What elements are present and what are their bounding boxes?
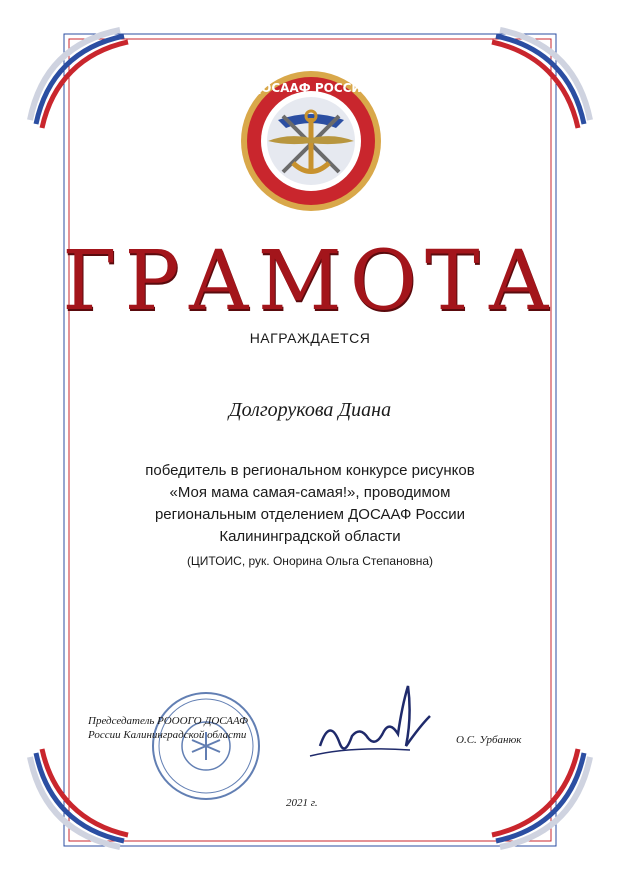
corner-ribbon-top-left [30, 30, 128, 128]
dosaaf-emblem [238, 68, 384, 214]
reason-note: (ЦИТОИС, рук. Онорина Ольга Степановна) [186, 554, 434, 568]
recipient-name: Долгорукова Диана [228, 399, 392, 421]
official-stamp [150, 690, 262, 802]
certificate-year: 2021 г. [286, 797, 318, 809]
awarded-label: НАГРАЖДАЕТСЯ [249, 330, 371, 346]
reason-line: победитель в региональном конкурсе рисунков [145, 462, 475, 479]
handwritten-signature [290, 676, 440, 766]
reason-line: «Моя мама самая-самая!», проводимом [169, 484, 451, 501]
corner-ribbon-bottom-right [492, 749, 590, 847]
position-line: Председатель РОООГО ДОСААФ [88, 715, 248, 727]
emblem-text: ДОСААФ РОССИИ [250, 81, 372, 95]
reason-line: Калининградской области [219, 528, 401, 545]
corner-ribbon-top-right [492, 30, 590, 128]
signer-name: О.С. Урбанюк [456, 734, 522, 746]
reason-line: региональным отделением ДОСААФ России [154, 506, 466, 523]
chairman-position [88, 714, 248, 742]
certificate-title: ГРАМОТА [62, 234, 558, 329]
award-reason [70, 460, 550, 548]
corner-ribbon-bottom-left [30, 749, 128, 847]
position-line: России Калининградской области [88, 729, 247, 741]
